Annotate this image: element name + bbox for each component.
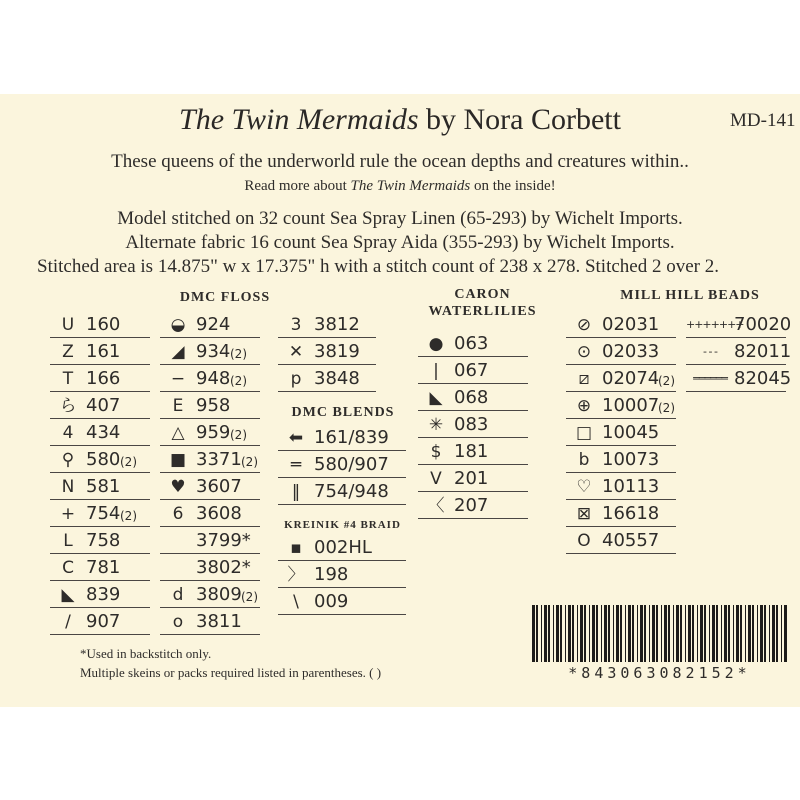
barcode-bar	[736, 605, 739, 662]
chart-key-row	[566, 527, 676, 554]
thread-number: 3802*	[196, 557, 251, 578]
title-italic: The Twin Mermaids	[179, 103, 419, 136]
stitch-symbol: ⊕	[576, 396, 592, 416]
barcode-bar	[640, 605, 643, 662]
barcode-bar	[577, 605, 578, 662]
barcode	[532, 605, 787, 662]
stitch-symbol: ⬅	[288, 428, 304, 448]
chart-key-row	[160, 554, 260, 581]
stitch-symbol: ⊙	[576, 342, 592, 362]
barcode-bar	[560, 605, 562, 662]
stitch-symbol: p	[290, 369, 302, 389]
barcode-bar	[556, 605, 559, 662]
thread-number: 166	[86, 368, 121, 389]
barcode-bar	[568, 605, 571, 662]
caron-column	[418, 330, 528, 519]
barcode-bar	[752, 605, 754, 662]
stitch-symbol: ⊠	[576, 504, 592, 524]
barcode-bar	[745, 605, 746, 662]
quantity-note: (2)	[241, 455, 258, 469]
thread-number: 3608	[196, 503, 242, 524]
stitch-symbol: ♥	[170, 477, 186, 497]
barcode-bar	[644, 605, 646, 662]
stitch-symbol: ═	[290, 455, 302, 475]
chart-key-row	[418, 411, 528, 438]
barcode-bar	[673, 605, 674, 662]
barcode-bar	[608, 605, 610, 662]
stitch-symbol: ら	[59, 396, 77, 416]
stitch-symbol: ■	[169, 450, 187, 470]
chart-key-row	[686, 338, 792, 365]
thread-number: 3809	[196, 584, 242, 605]
barcode-bar	[728, 605, 730, 662]
thread-number: 10007	[602, 395, 660, 416]
chart-key-row	[160, 581, 260, 608]
dmc-blends-column	[278, 424, 406, 505]
chart-key-row	[418, 492, 528, 519]
barcode-bar	[620, 605, 622, 662]
quantity-note: (2)	[120, 509, 137, 523]
mill-hill-column-2	[686, 311, 792, 392]
thread-number: 3371	[196, 449, 242, 470]
chart-key-row	[566, 311, 676, 338]
stitch-symbol: V	[430, 469, 442, 489]
barcode-bar	[757, 605, 758, 662]
barcode-bar	[616, 605, 619, 662]
chart-key-row	[160, 311, 260, 338]
dmc-floss-column-2	[160, 311, 260, 635]
barcode-bar	[625, 605, 626, 662]
stitch-symbol: ◢	[171, 342, 185, 362]
thread-number: 02031	[602, 314, 660, 335]
thread-number: 3811	[196, 611, 242, 632]
chart-key-row	[418, 438, 528, 465]
barcode-bar	[740, 605, 742, 662]
thread-number: 3848	[314, 368, 360, 389]
chart-key-row	[278, 561, 406, 588]
stitch-symbol: N	[61, 477, 75, 497]
stitch-symbol: ◣	[429, 388, 443, 408]
thread-number: 924	[196, 314, 231, 335]
thread-number: 207	[454, 495, 489, 516]
chart-key-row	[566, 392, 676, 419]
thread-number: 958	[196, 395, 231, 416]
stitch-symbol: - - -	[703, 345, 717, 358]
stitch-symbol: /	[65, 612, 71, 632]
barcode-bar	[601, 605, 602, 662]
chart-key-row	[160, 608, 260, 635]
quantity-note: (2)	[120, 455, 137, 469]
barcode-bar	[544, 605, 547, 662]
thread-number: 3799*	[196, 530, 251, 551]
stitch-symbol: ♡	[576, 477, 592, 497]
thread-number: 068	[454, 387, 489, 408]
barcode-bar	[572, 605, 574, 662]
thread-number: 581	[86, 476, 121, 497]
chart-key-row	[160, 365, 260, 392]
product-code: MD-141	[730, 110, 796, 131]
chart-key-row	[278, 424, 406, 451]
thread-number: 3819	[314, 341, 360, 362]
header-caron: CARON	[454, 287, 511, 302]
stitch-symbol: 3	[290, 315, 302, 335]
barcode-bar	[760, 605, 763, 662]
barcode-bar	[661, 605, 662, 662]
thread-number: 40557	[602, 530, 660, 551]
barcode-bar	[668, 605, 670, 662]
stitch-symbol: $	[430, 442, 442, 462]
chart-key-row	[278, 311, 376, 338]
barcode-bar	[712, 605, 715, 662]
barcode-bar	[676, 605, 679, 662]
barcode-bar	[700, 605, 703, 662]
chart-key-row	[278, 478, 406, 505]
barcode-bar	[704, 605, 706, 662]
barcode-bar	[784, 605, 787, 662]
barcode-bar	[748, 605, 751, 662]
barcode-bar	[613, 605, 614, 662]
barcode-bar	[688, 605, 691, 662]
stitch-symbol: \	[293, 592, 299, 612]
thread-number: 161/839	[314, 427, 389, 448]
barcode-bar	[649, 605, 650, 662]
stitch-symbol: □	[575, 423, 593, 443]
title-author: by Nora Corbett	[418, 103, 621, 136]
barcode-bar	[536, 605, 538, 662]
chart-key-row	[50, 392, 150, 419]
stitch-symbol: +	[60, 504, 76, 524]
thread-number: 067	[454, 360, 489, 381]
read-more-line	[0, 178, 800, 195]
thread-number: 10073	[602, 449, 660, 470]
barcode-bar	[637, 605, 638, 662]
chart-key-row	[50, 500, 150, 527]
barcode-bar	[680, 605, 682, 662]
chart-key-row	[418, 384, 528, 411]
chart-key-row	[418, 357, 528, 384]
stitch-symbol: b	[578, 450, 590, 470]
thread-number: 063	[454, 333, 489, 354]
barcode-bar	[769, 605, 770, 662]
barcode-bar	[724, 605, 727, 662]
dmc-floss-column-1	[50, 311, 150, 635]
stitch-symbol: ⚲	[61, 450, 75, 470]
thread-number: 083	[454, 414, 489, 435]
stitch-symbol: ⊘	[576, 315, 592, 335]
chart-key-row	[50, 527, 150, 554]
stitch-symbol: 4	[62, 423, 74, 443]
chart-key-row	[50, 608, 150, 635]
header-dmc-floss: DMC FLOSS	[179, 290, 271, 305]
stitch-symbol: ▪	[290, 538, 302, 558]
thread-number: 02033	[602, 341, 660, 362]
stitch-symbol: −	[170, 369, 186, 389]
chart-key-row	[278, 588, 406, 615]
barcode-bar	[656, 605, 658, 662]
stitch-symbol: E	[172, 396, 184, 416]
stitch-symbol: ◒	[170, 315, 186, 335]
chart-key-row	[418, 465, 528, 492]
thread-number: 758	[86, 530, 121, 551]
quantity-note: (2)	[241, 590, 258, 604]
barcode-bar	[721, 605, 722, 662]
stitch-symbol: Z	[62, 342, 74, 362]
chart-key-row	[160, 419, 260, 446]
kreinik-column	[278, 534, 406, 615]
barcode-bar	[692, 605, 694, 662]
stitch-symbol: L	[63, 531, 73, 551]
barcode-bar	[541, 605, 542, 662]
barcode-bar	[776, 605, 778, 662]
stitch-symbol: ══════	[693, 372, 727, 385]
barcode-bar	[584, 605, 586, 662]
barcode-bar	[632, 605, 634, 662]
chart-key-row	[686, 365, 792, 392]
barcode-bar	[716, 605, 718, 662]
stitch-symbol: ✳	[428, 415, 444, 435]
chart-key-row	[50, 581, 150, 608]
chart-key-row	[50, 311, 150, 338]
stitch-symbol: C	[62, 558, 74, 578]
stitch-symbol: 〈	[427, 496, 445, 516]
thread-number: 839	[86, 584, 121, 605]
chart-key-row	[566, 365, 676, 392]
thread-number: 160	[86, 314, 121, 335]
alternate-fabric-line: Alternate fabric 16 count Sea Spray Aida (355-293) by Wichelt Imports.	[125, 232, 675, 253]
dmc-floss-column-3	[278, 311, 376, 392]
stitch-symbol: 6	[172, 504, 184, 524]
model-fabric-line: Model stitched on 32 count Sea Spray Linen (65-293) by Wichelt Imports.	[117, 208, 683, 229]
thread-number: 161	[86, 341, 121, 362]
thread-number: 754	[86, 503, 121, 524]
pattern-title	[0, 103, 800, 137]
thread-number: 181	[454, 441, 489, 462]
barcode-bar	[685, 605, 686, 662]
thread-number: 959	[196, 422, 231, 443]
header-waterlilies: WATERLILIES	[428, 304, 537, 319]
chart-key-row	[50, 473, 150, 500]
chart-key-row	[160, 446, 260, 473]
header-mill-hill-beads: MILL HILL BEADS	[620, 288, 760, 303]
barcode-bar	[664, 605, 667, 662]
barcode-bar	[565, 605, 566, 662]
stitch-symbol: ‖	[291, 482, 301, 502]
chart-key-row	[50, 446, 150, 473]
barcode-bar	[652, 605, 655, 662]
backstitch-note: *Used in backstitch only.	[80, 646, 212, 661]
chart-key-row	[160, 338, 260, 365]
header-kreinik-braid: KREINIK #4 BRAID	[284, 519, 401, 531]
thread-number: 009	[314, 591, 349, 612]
chart-key-row	[566, 446, 676, 473]
barcode-bar	[580, 605, 583, 662]
barcode-bar	[697, 605, 698, 662]
thread-number: 10045	[602, 422, 660, 443]
barcode-number: *843063082152*	[568, 664, 751, 682]
chart-key-row	[418, 330, 528, 357]
read-more-post: on the inside!	[470, 178, 556, 194]
quantity-note: (2)	[230, 347, 247, 361]
read-more-title: The Twin Mermaids	[350, 178, 471, 194]
chart-key-row	[160, 500, 260, 527]
chart-key-row	[566, 338, 676, 365]
thread-number: 934	[196, 341, 231, 362]
chart-key-row	[686, 311, 792, 338]
barcode-bar	[592, 605, 595, 662]
barcode-bar	[709, 605, 710, 662]
barcode-bar	[596, 605, 598, 662]
barcode-bar	[604, 605, 607, 662]
thread-number: 198	[314, 564, 349, 585]
thread-number: 3607	[196, 476, 242, 497]
thread-number: 70020	[734, 314, 792, 335]
barcode-bar	[589, 605, 590, 662]
chart-key-row	[278, 534, 406, 561]
mill-hill-column-1	[566, 311, 676, 554]
chart-key-row	[278, 451, 406, 478]
thread-number: 82045	[734, 368, 792, 389]
stitch-symbol: ◣	[61, 585, 75, 605]
chart-key-row	[566, 419, 676, 446]
stitched-area-line: Stitched area is 14.875" w x 17.375" h with a stitch count of 238 x 278. Stitched 2 over 2.	[37, 256, 719, 277]
thread-number: 907	[86, 611, 121, 632]
stitch-symbol: o	[172, 612, 184, 632]
quantity-note: (2)	[658, 374, 675, 388]
stitch-symbol: +++++++	[686, 318, 744, 331]
barcode-bar	[764, 605, 766, 662]
barcode-bar	[532, 605, 535, 662]
stitch-symbol: T	[62, 369, 74, 389]
pattern-back-card	[0, 94, 800, 707]
thread-number: 580	[86, 449, 121, 470]
chart-key-row	[566, 500, 676, 527]
chart-key-row	[278, 338, 376, 365]
thread-number: 82011	[734, 341, 792, 362]
thread-number: 16618	[602, 503, 660, 524]
stitch-symbol: ●	[428, 334, 444, 354]
barcode-bar	[548, 605, 550, 662]
thread-number: 948	[196, 368, 231, 389]
chart-key-row	[50, 554, 150, 581]
chart-key-row	[160, 527, 260, 554]
barcode-bar	[772, 605, 775, 662]
read-more-pre: Read more about	[244, 178, 351, 194]
stitch-symbol: U	[61, 315, 75, 335]
quantity-note: (2)	[230, 428, 247, 442]
stitch-symbol: d	[172, 585, 184, 605]
stitch-symbol: △	[171, 423, 185, 443]
thread-number: 434	[86, 422, 121, 443]
barcode-bar	[628, 605, 631, 662]
thread-number: 3812	[314, 314, 360, 335]
skeins-note: Multiple skeins or packs required listed in parentheses. ( )	[80, 665, 382, 680]
thread-number: 10113	[602, 476, 660, 497]
chart-key-row	[278, 365, 376, 392]
chart-key-row	[160, 473, 260, 500]
stitch-symbol: |	[433, 361, 439, 381]
thread-number: 002HL	[314, 537, 372, 558]
quantity-note: (2)	[230, 374, 247, 388]
thread-number: 580/907	[314, 454, 389, 475]
barcode-bar	[733, 605, 734, 662]
thread-number: 201	[454, 468, 489, 489]
stitch-symbol: ✕	[288, 342, 304, 362]
chart-key-row	[50, 338, 150, 365]
stitch-symbol: ⧄	[578, 369, 590, 389]
chart-key-row	[566, 473, 676, 500]
chart-key-row	[50, 365, 150, 392]
thread-number: 781	[86, 557, 121, 578]
quantity-note: (2)	[658, 401, 675, 415]
barcode-bar	[781, 605, 782, 662]
header-dmc-blends: DMC BLENDS	[291, 405, 395, 420]
stitch-symbol: O	[577, 531, 591, 551]
chart-key-row	[50, 419, 150, 446]
chart-key-row	[160, 392, 260, 419]
stitch-symbol: 〉	[287, 565, 305, 585]
thread-number: 407	[86, 395, 121, 416]
thread-number: 02074	[602, 368, 660, 389]
description-line: These queens of the underworld rule the ocean depths and creatures within..	[111, 151, 689, 172]
thread-number: 754/948	[314, 481, 389, 502]
barcode-bar	[553, 605, 554, 662]
